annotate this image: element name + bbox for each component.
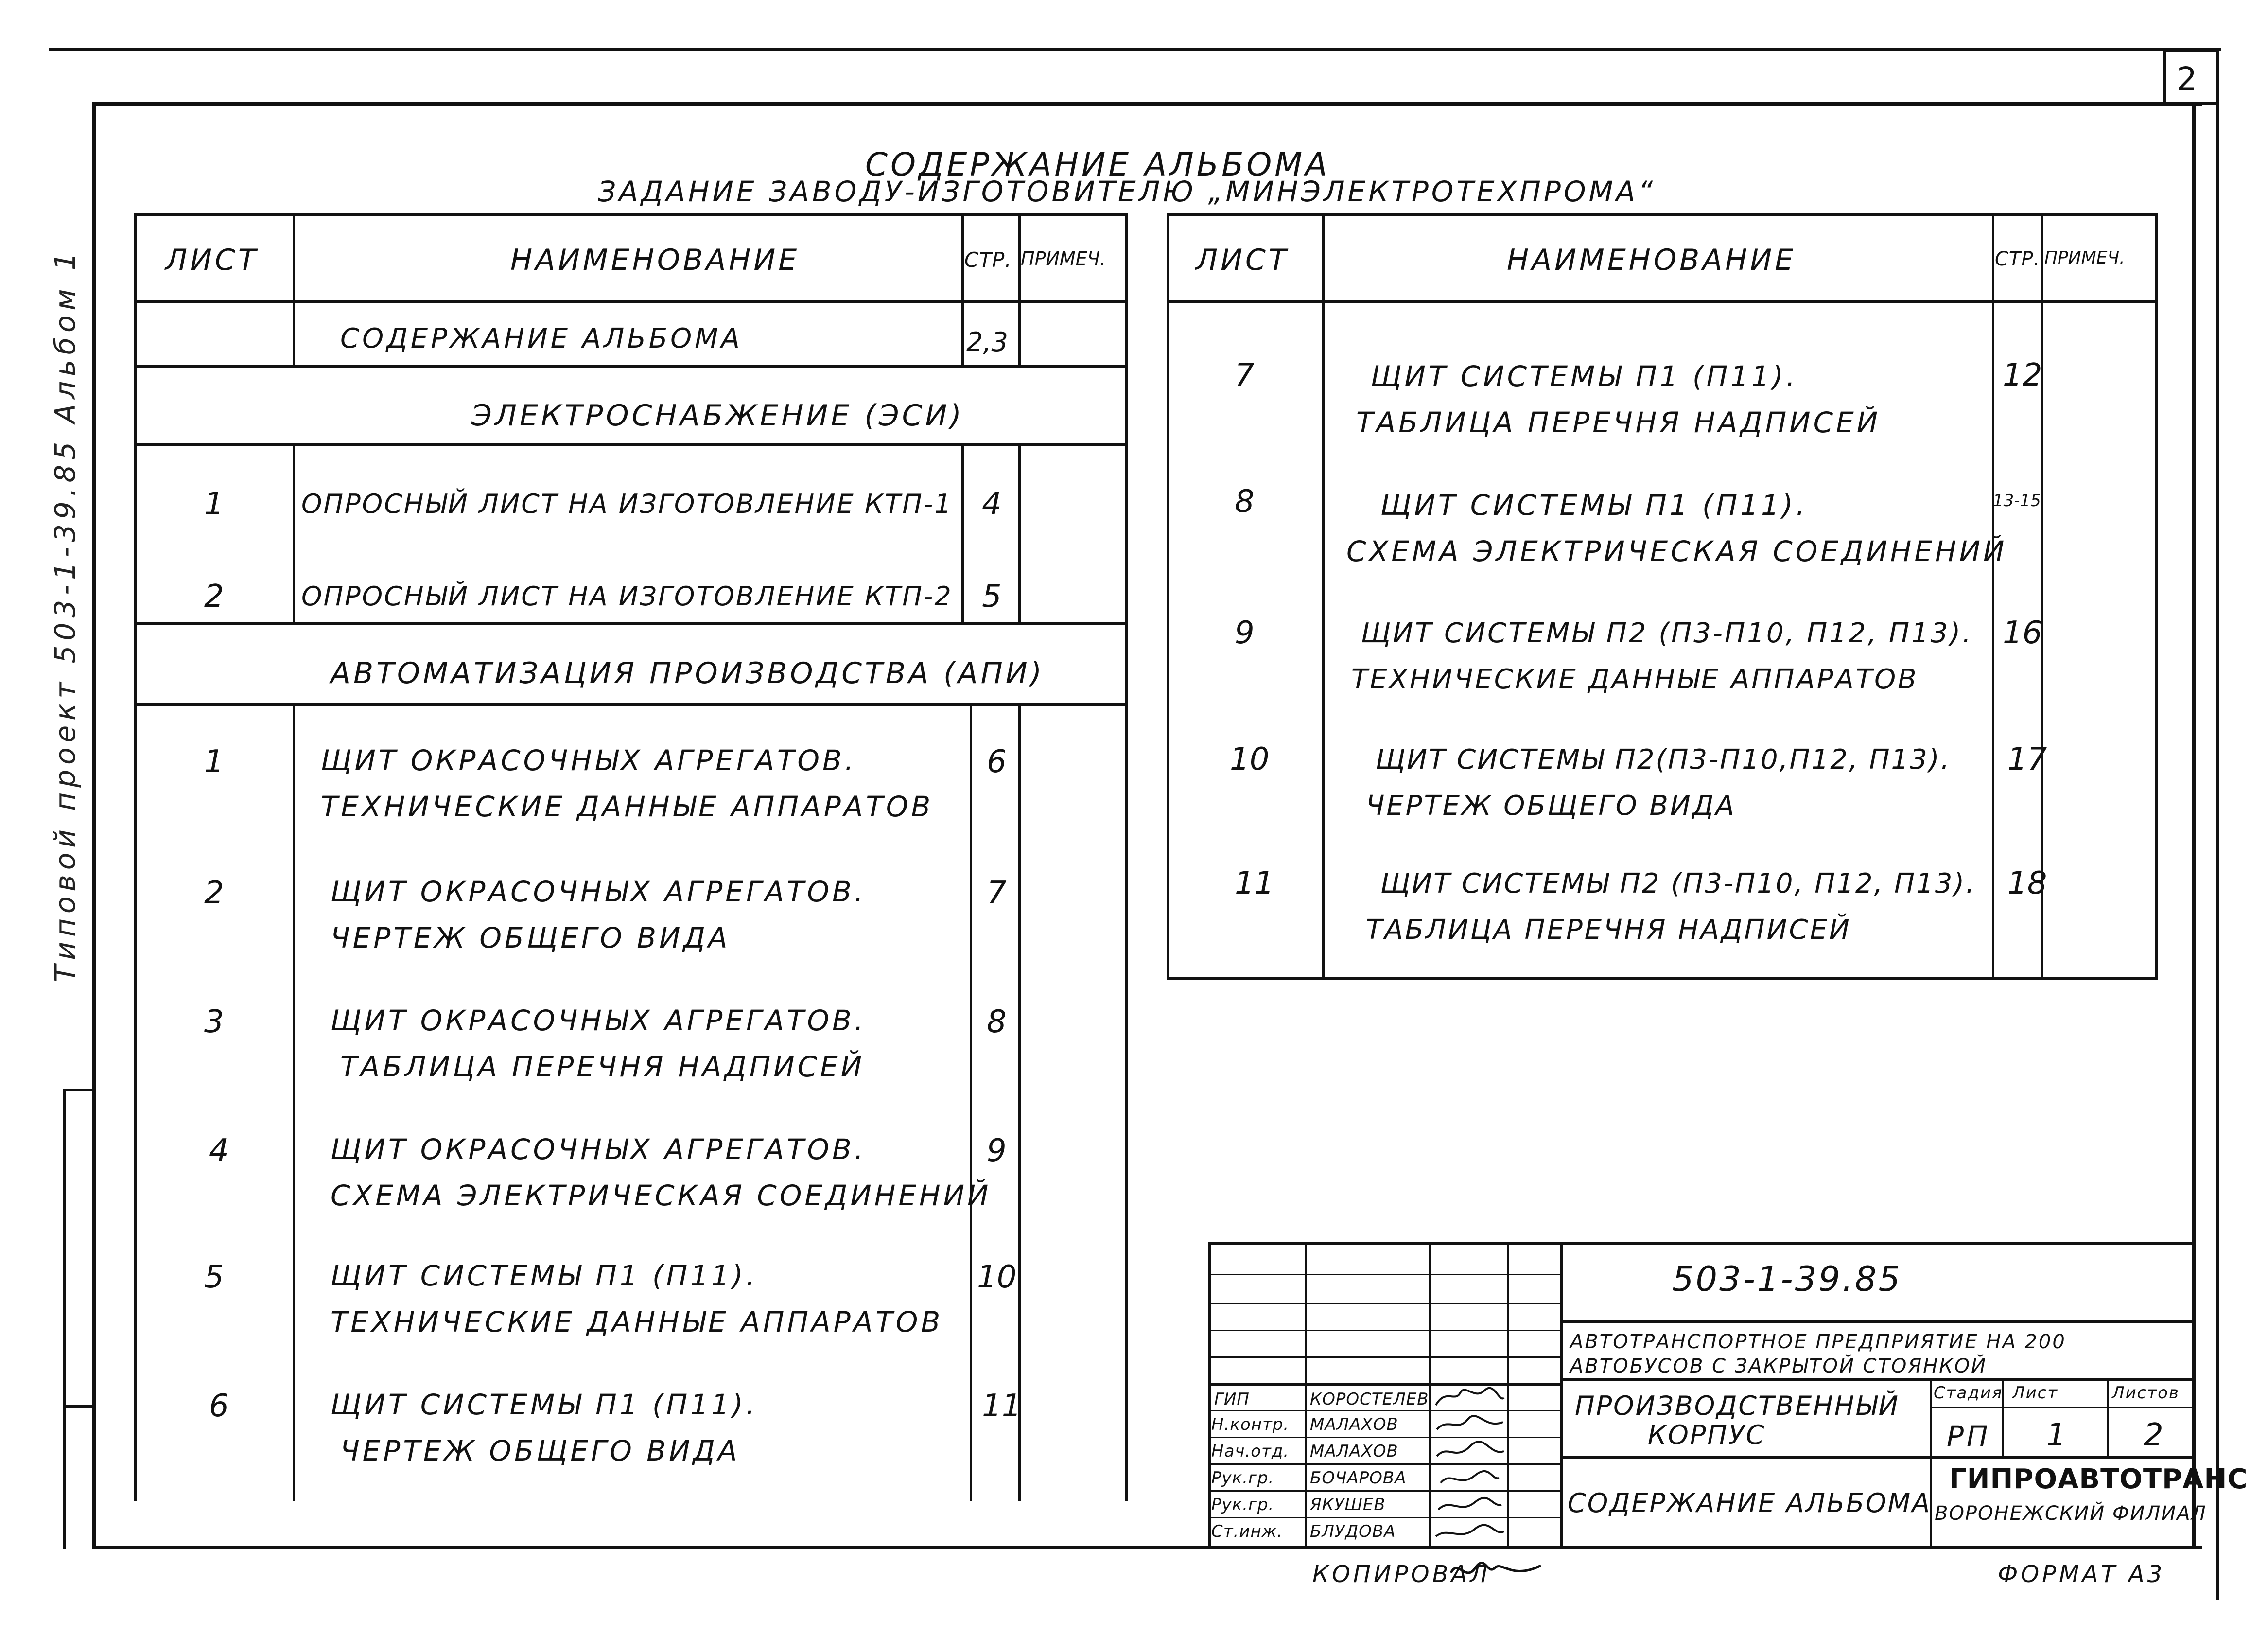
staff-name-2: МАЛАХОВ <box>1310 1415 1398 1434</box>
st-r10 <box>1208 1517 1563 1518</box>
rt-header-page: СТР. <box>1995 248 2041 270</box>
lt-s2-row6-sheet: 6 <box>209 1388 229 1424</box>
lt-section2-title: АВТОМАТИЗАЦИЯ ПРОИЗВОДСТВА (АПИ) <box>331 656 1045 690</box>
stamp-stage-value: РП <box>1947 1420 1991 1453</box>
rt-row2-line1: ЩИТ СИСТЕМЫ П1 (П11). <box>1380 489 1808 522</box>
stamp-sheet-title: СОДЕРЖАНИЕ АЛЬБОМА <box>1568 1488 1932 1518</box>
st-project-bottom <box>1560 1378 2195 1381</box>
lt-s2-row3-sheet: 3 <box>204 1004 224 1040</box>
frame-right-outer <box>2216 102 2219 1600</box>
lt-s2-row2-line2: ЧЕРТЕЖ ОБЩЕГО ВИДА <box>331 921 731 954</box>
rt-row4-page: 17 <box>2007 741 2047 777</box>
rt-row5-line1: ЩИТ СИСТЕМЫ П2 (П3-П10, П12, П13). <box>1380 868 1976 899</box>
lt-section1-bottom <box>134 443 1128 446</box>
staff-role-6: Ст.инж. <box>1211 1522 1283 1541</box>
lt-header-name: НАИМЕНОВАНИЕ <box>510 243 800 277</box>
rt-right <box>2155 213 2158 980</box>
rt-row4-sheet: 10 <box>1230 741 1270 777</box>
staff-role-5: Рук.гр. <box>1211 1495 1274 1514</box>
stamp-building-line2: КОРПУС <box>1648 1420 1766 1450</box>
st-r6 <box>1208 1410 1563 1411</box>
rt-row5-page: 18 <box>2007 865 2047 901</box>
lt-s1-row1-page: 4 <box>982 486 1002 522</box>
rt-row1-line2: ТАБЛИЦА ПЕРЕЧНЯ НАДПИСЕЙ <box>1356 406 1881 439</box>
st-r3 <box>1208 1330 1563 1331</box>
lt-s2-row4-sheet: 4 <box>209 1133 229 1169</box>
rt-row2-page: 13-15 <box>1993 491 2041 510</box>
st-top <box>1208 1242 2195 1245</box>
rt-row1-line1: ЩИТ СИСТЕМЫ П1 (П11). <box>1371 360 1798 393</box>
lt-s1-row1-sheet: 1 <box>204 486 224 522</box>
rt-row2-line2: СХЕМА ЭЛЕКТРИЧЕСКАЯ СОЕДИНЕНИЙ <box>1346 535 2007 568</box>
binding-strip-left <box>63 1089 66 1549</box>
lt-col3 <box>1018 213 1021 368</box>
rt-row5-line2: ТАБЛИЦА ПЕРЕЧНЯ НАДПИСЕЙ <box>1366 914 1851 946</box>
lt-s2-row2-page: 7 <box>987 875 1007 911</box>
lt-header-page: СТР. <box>964 248 1012 272</box>
rt-header-note: ПРИМЕЧ. <box>2044 248 2125 268</box>
lt-col1 <box>293 213 295 368</box>
binding-strip-top <box>63 1089 95 1091</box>
lt-s2-row4-line1: ЩИТ ОКРАСОЧНЫХ АГРЕГАТОВ. <box>331 1133 867 1166</box>
lt-col3c <box>1018 705 1021 1501</box>
stamp-sheet-label: Лист <box>2012 1383 2059 1403</box>
staff-role-1: ГИП <box>1214 1390 1250 1409</box>
stamp-project: АВТОТРАНСПОРТНОЕ ПРЕДПРИЯТИЕ НА 200 АВТОБУСОВ С ЗАКРЫТОЙ СТОЯНКОЙ <box>1570 1331 2066 1377</box>
lt-contents-page: 2,3 <box>966 327 1008 357</box>
st-r5 <box>1208 1383 1563 1386</box>
stamp-org-line1: ГИПРОАВТОТРАНС <box>1949 1463 2248 1495</box>
staff-role-2: Н.контр. <box>1211 1415 1290 1434</box>
lt-s2-row4-page: 9 <box>987 1133 1007 1169</box>
staff-name-1: КОРОСТЕЛЕВ <box>1310 1390 1429 1409</box>
lt-s2-row5-line1: ЩИТ СИСТЕМЫ П1 (П11). <box>331 1259 758 1292</box>
lt-s2-row3-line2: ТАБЛИЦА ПЕРЕЧНЯ НАДПИСЕЙ <box>340 1050 865 1083</box>
lt-s2-row1-line1: ЩИТ ОКРАСОЧНЫХ АГРЕГАТОВ. <box>321 744 857 777</box>
rt-header-bottom <box>1167 300 2158 303</box>
st-r1 <box>1208 1274 1563 1275</box>
album-subtitle: ЗАДАНИЕ ЗАВОДУ-ИЗГОТОВИТЕЛЮ „МИНЭЛЕКТРОТЕХПРОМА“ <box>598 175 1656 208</box>
top-rule <box>49 48 2221 51</box>
frame-right <box>2192 102 2196 1549</box>
stamp-sheet-value: 1 <box>2046 1417 2066 1453</box>
lt-s2-row2-line1: ЩИТ ОКРАСОЧНЫХ АГРЕГАТОВ. <box>331 875 867 908</box>
lt-s2-row5-page: 10 <box>977 1259 1017 1295</box>
lt-section2-bottom <box>134 703 1128 706</box>
footer-copied: КОПИРОВАЛ <box>1312 1561 1491 1588</box>
lt-s2-row2-sheet: 2 <box>204 875 224 911</box>
staff-role-3: Нач.отд. <box>1211 1442 1290 1461</box>
rt-bottom <box>1167 977 2158 980</box>
lt-header-note: ПРИМЕЧ. <box>1021 248 1106 269</box>
album-title: СОДЕРЖАНИЕ АЛЬБОМА <box>865 146 1330 183</box>
lt-top <box>134 213 1128 216</box>
lt-section2-top <box>134 622 1128 625</box>
lt-header-bottom <box>134 300 1128 303</box>
rt-row3-line1: ЩИТ СИСТЕМЫ П2 (П3-П10, П12, П13). <box>1361 617 1973 649</box>
lt-s1-row1-name: ОПРОСНЫЙ ЛИСТ НА ИЗГОТОВЛЕНИЕ КТП-1 <box>301 489 953 519</box>
st-code-bottom <box>1560 1320 2195 1323</box>
lt-right <box>1125 213 1128 1501</box>
stamp-sheets-label: Листов <box>2112 1383 2180 1403</box>
lt-s2-row3-page: 8 <box>987 1004 1007 1040</box>
lt-s2-row3-line1: ЩИТ ОКРАСОЧНЫХ АГРЕГАТОВ. <box>331 1004 867 1037</box>
staff-name-3: МАЛАХОВ <box>1310 1442 1398 1461</box>
lt-s2-row6-page: 11 <box>982 1388 1022 1424</box>
binding-strip-mark <box>63 1405 95 1408</box>
lt-s2-row6-line2: ЧЕРТЕЖ ОБЩЕГО ВИДА <box>340 1434 740 1467</box>
stamp-org-line2: ВОРОНЕЖСКИЙ ФИЛИАЛ <box>1935 1502 2207 1525</box>
footer-format: ФОРМАТ А3 <box>1998 1561 2165 1588</box>
stamp-doc-code: 503-1-39.85 <box>1672 1259 1902 1299</box>
lt-s2-row1-line2: ТЕХНИЧЕСКИЕ ДАННЫЕ АППАРАТОВ <box>321 790 934 823</box>
lt-contents-name: СОДЕРЖАНИЕ АЛЬБОМА <box>340 323 743 354</box>
rt-left <box>1167 213 1169 980</box>
rt-header-sheet: ЛИСТ <box>1196 243 1290 277</box>
st-r8 <box>1208 1463 1563 1465</box>
staff-name-4: БОЧАРОВА <box>1310 1468 1407 1488</box>
st-sheets-col <box>2107 1378 2109 1459</box>
rt-row2-sheet: 8 <box>1235 484 1255 520</box>
lt-left <box>134 213 137 1501</box>
lt-col1b <box>293 446 295 622</box>
rt-header-name: НАИМЕНОВАНИЕ <box>1507 243 1797 277</box>
lt-col1c <box>293 705 295 1501</box>
rt-col2 <box>1992 213 1994 980</box>
lt-s2-row4-line2: СХЕМА ЭЛЕКТРИЧЕСКАЯ СОЕДИНЕНИЙ <box>331 1179 992 1212</box>
staff-role-4: Рук.гр. <box>1211 1468 1274 1488</box>
frame-bottom <box>92 1546 2202 1549</box>
frame-top <box>92 102 2202 106</box>
rt-row1-page: 12 <box>2003 357 2042 393</box>
lt-s1-row2-page: 5 <box>982 579 1002 615</box>
staff-name-6: БЛУДОВА <box>1310 1522 1396 1541</box>
st-r4 <box>1208 1356 1563 1358</box>
rt-row1-sheet: 7 <box>1235 357 1255 393</box>
st-building-bottom <box>1560 1456 2195 1459</box>
lt-col2 <box>961 213 964 368</box>
lt-col2b <box>961 446 964 622</box>
rt-row5-sheet: 11 <box>1235 865 1274 901</box>
lt-col3b <box>1018 446 1021 622</box>
rt-row4-line1: ЩИТ СИСТЕМЫ П2(П3-П10,П12, П13). <box>1376 744 1951 775</box>
lt-s1-row2-name: ОПРОСНЫЙ ЛИСТ НА ИЗГОТОВЛЕНИЕ КТП-2 <box>301 581 953 612</box>
rt-row4-line2: ЧЕРТЕЖ ОБЩЕГО ВИДА <box>1366 790 1736 822</box>
binding-strip-right <box>92 1089 96 1549</box>
stamp-building-line1: ПРОИЗВОДСТВЕННЫЙ <box>1575 1391 1900 1421</box>
st-stage-col <box>1930 1378 1932 1549</box>
lt-section1-title: ЭЛЕКТРОСНАБЖЕНИЕ (ЭСИ) <box>471 399 964 433</box>
rt-top <box>1167 213 2158 216</box>
lt-s1-row2-sheet: 2 <box>204 579 224 615</box>
rt-row3-page: 16 <box>2003 615 2042 651</box>
st-c4 <box>1560 1242 1563 1549</box>
st-r7 <box>1208 1437 1563 1438</box>
rt-row3-line2: ТЕХНИЧЕСКИЕ ДАННЫЕ АППАРАТОВ <box>1351 664 1919 695</box>
lt-s2-row5-line2: ТЕХНИЧЕСКИЕ ДАННЫЕ АППАРАТОВ <box>331 1305 943 1338</box>
lt-row-contents-bottom <box>134 365 1128 368</box>
lt-s2-row1-page: 6 <box>987 744 1007 780</box>
rt-row3-sheet: 9 <box>1235 615 1255 651</box>
st-left <box>1208 1242 1211 1549</box>
lt-col2c <box>970 705 972 1501</box>
lt-header-sheet: ЛИСТ <box>165 243 259 277</box>
staff-name-5: ЯКУШЕВ <box>1310 1495 1386 1514</box>
lt-s2-row5-sheet: 5 <box>204 1259 224 1295</box>
st-r9 <box>1208 1490 1563 1492</box>
page-number: 2 <box>2177 60 2197 98</box>
st-c1 <box>1305 1242 1307 1549</box>
side-margin-text: Типовой проект 503-1-39.85 Альбом 1 <box>49 247 82 982</box>
stamp-sheets-value: 2 <box>2144 1417 2163 1453</box>
stamp-stage-label: Стадия <box>1934 1383 2003 1403</box>
signatures <box>1431 1383 1509 1546</box>
st-r2 <box>1208 1303 1563 1304</box>
rt-col1 <box>1322 213 1325 980</box>
st-stage-labels-bottom <box>1930 1407 2195 1408</box>
lt-s2-row1-sheet: 1 <box>204 744 224 780</box>
lt-s2-row6-line1: ЩИТ СИСТЕМЫ П1 (П11). <box>331 1388 758 1421</box>
copied-signature <box>1448 1553 1546 1587</box>
